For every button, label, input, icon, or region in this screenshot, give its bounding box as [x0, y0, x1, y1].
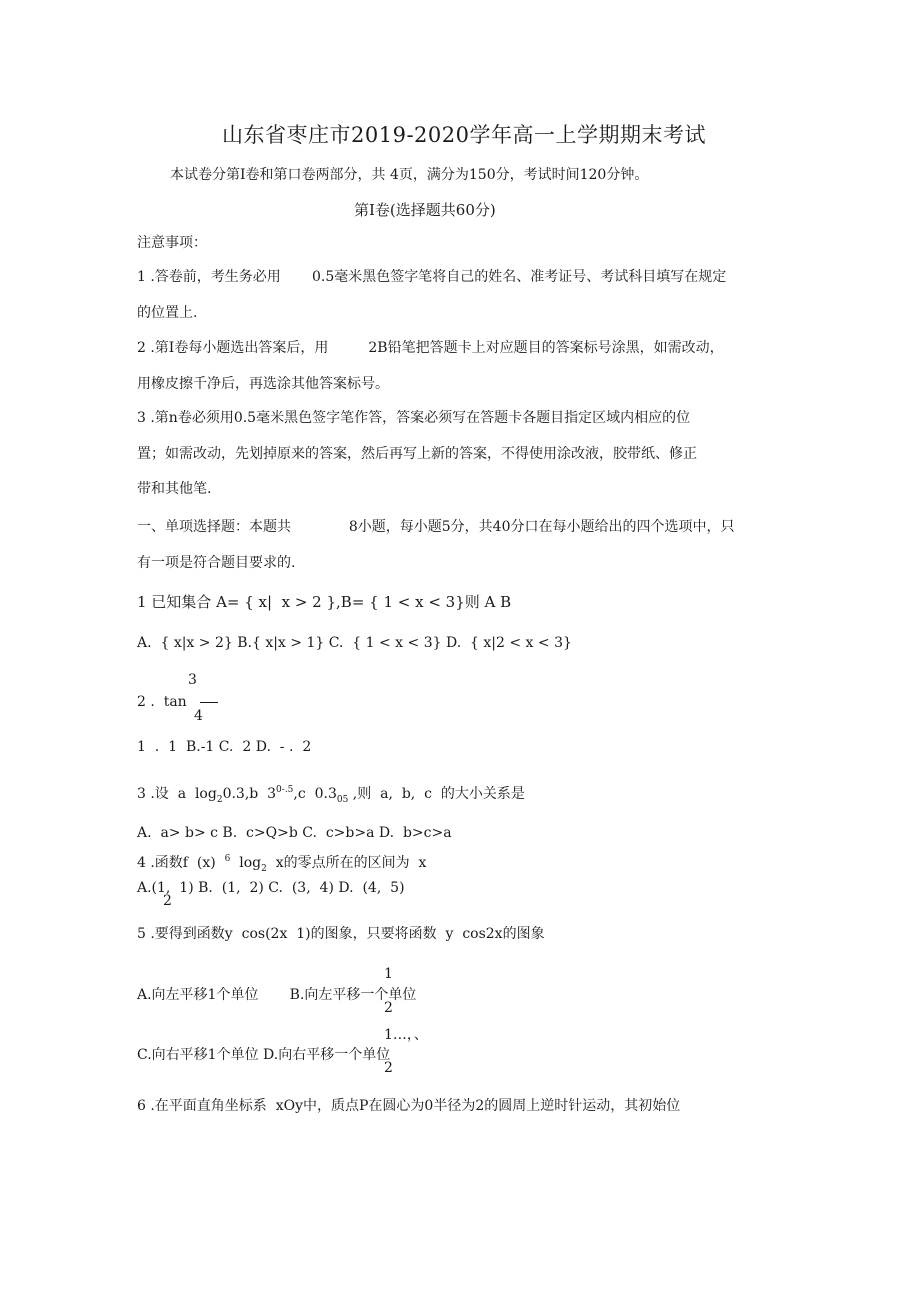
question-5-options-cd: C.向右平移1个单位 D.向右平移一个单位	[137, 1047, 391, 1063]
notes-heading: 注意事项：	[137, 235, 207, 251]
question-5-fraction-2-numerator: 1…，、	[384, 1027, 428, 1043]
question-4-part-c: x的零点所在的区间为 x	[266, 855, 427, 871]
question-5-options-ab: A.向左平移1个单位 B.向左平移一个单位	[137, 987, 417, 1003]
note-2-line-2: 用橡皮擦千净后，再选涂其他答案标号。	[137, 376, 389, 392]
question-5-fraction-1-numerator: 1	[384, 966, 393, 982]
question-2-options: 1 . 1 B.-1 C. 2 D. - . 2	[137, 739, 312, 755]
question-3-part-a: 3 .设 a log	[137, 786, 217, 802]
note-3-line-1: 3 .第n卷必须用0.5毫米黑色签字笔作答，答案必须写在答题卡各题目指定区域内相应的位	[137, 410, 691, 426]
question-4-half-denominator: 2	[163, 893, 172, 909]
note-2-line-1: 2 .第I卷每小题选出答案后，用 2B铅笔把答题卡上对应题目的答案标号涂黑，如需改动，	[137, 340, 724, 356]
part1-instruction-line-1: 一、单项选择题：本题共 8小题，每小题5分，共40分口在每小题给出的四个选项中，只	[137, 519, 735, 535]
note-3-line-3: 带和其他笔.	[137, 481, 212, 497]
question-4-options: A.(1, 1) B. (1, 2) C. (3, 4) D. (4, 5)	[137, 880, 405, 896]
question-4-subscript: 2	[261, 864, 267, 874]
section-title: 第I卷(选择题共60分)	[354, 201, 496, 219]
note-1-line-1: 1 .答卷前，考生务必用 0.5毫米黑色签字笔将自己的姓名、准考证号、考试科目填写在规定	[137, 269, 727, 285]
question-5: 5 .要得到函数y cos(2x 1)的图象，只要将函数 y cos2x的图象	[137, 926, 545, 942]
question-3-options: A. a> b> c B. c>Q>b C. c>b>a D. b>c>a	[137, 825, 452, 841]
part1-instruction-line-2: 有一项是符合题目要求的.	[137, 555, 296, 571]
question-2-denominator: 4	[194, 708, 203, 724]
question-5-fraction-1-denominator: 2	[384, 1000, 393, 1016]
question-3-part-d: ,则 a, b, c 的大小关系是	[348, 786, 525, 802]
note-1-line-2: 的位置上.	[137, 305, 198, 321]
question-3-superscript: 0-.5	[276, 785, 294, 795]
question-3-part-b: 0.3,b 3	[222, 786, 277, 802]
note-3-line-2: 置；如需改动，先划掉原来的答案，然后再写上新的答案，不得使用涂改液，胶带纸、修正	[137, 446, 697, 462]
exam-intro: 本试卷分第I卷和第口卷两部分，共 4页，满分为150分，考试时间120分钟。	[170, 167, 649, 183]
question-4-part-a: 4 .函数f (x)	[137, 855, 225, 871]
question-4	[137, 854, 427, 874]
exam-title: 山东省枣庄市2019-2020学年高一上学期期末考试	[222, 123, 706, 147]
question-5-fraction-2-denominator: 2	[384, 1060, 393, 1076]
question-3	[137, 785, 525, 805]
question-2: 2 . tan	[137, 694, 187, 710]
question-6: 6 .在平面直角坐标系 xOy中，质点P在圆心为0半径为2的圆周上逆时针运动，其初始位	[137, 1098, 681, 1114]
question-3-subscript-1: 2	[216, 795, 223, 805]
question-4-superscript: 6	[224, 854, 231, 864]
question-3-part-c: ,c 0.3	[293, 786, 337, 802]
question-1: 1 已知集合 A= { x| x > 2 },B= { 1 < x < 3}则 A B	[137, 593, 512, 611]
question-4-part-b: log	[230, 855, 262, 871]
question-2-numerator: 3	[188, 672, 197, 688]
question-3-subscript-2: 05	[336, 795, 349, 805]
question-1-options: A. { x|x > 2} B.{ x|x > 1} C. { 1 < x < 3} D. { x|2 < x < 3}	[137, 635, 572, 651]
question-2-fraction-bar	[200, 702, 218, 703]
